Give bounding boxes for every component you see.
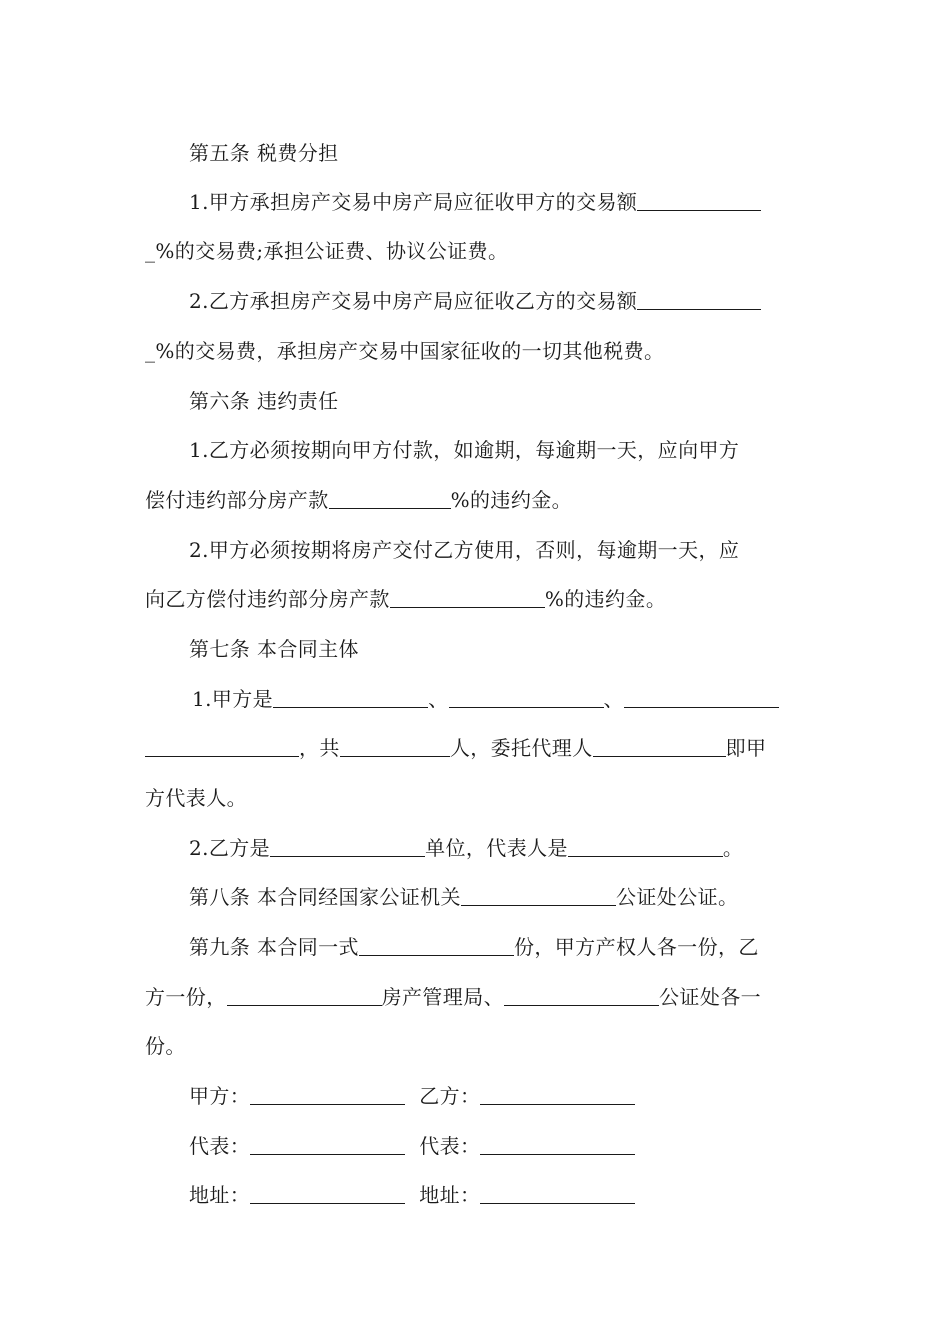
article6-item1-suffix: %的违约金。 — [450, 488, 573, 512]
rep-a-label: 代表： — [189, 1134, 251, 1158]
rep-a-field[interactable] — [250, 1136, 405, 1155]
article5-item1-line2: _%的交易费;承担公证费、协议公证费。 — [145, 239, 509, 263]
article6-item2-line2 — [145, 586, 807, 612]
signature-row-rep — [189, 1133, 635, 1159]
article9-line1 — [189, 934, 851, 960]
article7-item2-line — [189, 835, 851, 861]
fill-blank[interactable] — [461, 887, 616, 906]
party-a-field[interactable] — [250, 1086, 405, 1105]
article7-item1-tail: 即甲 — [725, 736, 767, 760]
article6-item2-suffix: %的违约金。 — [544, 587, 667, 611]
separator: 、 — [603, 687, 624, 711]
article6-item1-line1: 1.乙方必须按期向甲方付款，如逾期，每逾期一天，应向甲方 — [189, 438, 740, 462]
rep-b-field[interactable] — [480, 1136, 635, 1155]
article5-title: 第五条 税费分担 — [189, 141, 339, 165]
article9-text-e: 公证处各一 — [659, 985, 762, 1009]
article8-suffix: 公证处公证。 — [615, 885, 739, 909]
article6-item1-line2 — [145, 487, 807, 513]
article7-item1-line2 — [145, 735, 807, 761]
fill-blank[interactable] — [329, 490, 451, 509]
article7-item1-line3: 方代表人。 — [145, 786, 247, 810]
article5-item1-text: 1.甲方承担房产交易中房产局应征收甲方的交易额 — [189, 190, 638, 214]
signature-row-addr — [189, 1182, 635, 1208]
fill-blank[interactable] — [227, 987, 382, 1006]
article7-title: 第七条 本合同主体 — [189, 637, 359, 661]
article5-item2-line2: _%的交易费，承担房产交易中国家征收的一切其他税费。 — [145, 339, 665, 363]
separator: 、 — [428, 687, 449, 711]
article5-item2-line1 — [189, 288, 807, 314]
fill-blank[interactable] — [390, 589, 545, 608]
article7-item1-line1 — [192, 686, 807, 712]
addr-b-label: 地址： — [419, 1183, 481, 1207]
party-b-field[interactable] — [480, 1086, 635, 1105]
article6-item2-text: 向乙方偿付违约部分房产款 — [145, 587, 390, 611]
fill-blank[interactable] — [270, 838, 425, 857]
article9-text-d: 房产管理局、 — [381, 985, 505, 1009]
article8-line — [189, 884, 851, 910]
party-a-label: 甲方： — [189, 1084, 251, 1108]
article9-text: 第九条 本合同一式 — [189, 935, 359, 959]
fill-blank[interactable] — [145, 738, 299, 757]
article6-item2-line1: 2.甲方必须按期将房产交付乙方使用，否则，每逾期一天，应 — [189, 538, 740, 562]
article7-item1-text: 1.甲方是 — [192, 687, 274, 711]
fill-blank[interactable] — [593, 738, 726, 757]
fill-blank[interactable] — [504, 987, 659, 1006]
article9-text-c: 方一份， — [145, 985, 227, 1009]
party-b-label: 乙方： — [419, 1084, 481, 1108]
article9-text-cont: 份，甲方产权人各一份，乙 — [513, 935, 759, 959]
period: 。 — [722, 836, 744, 860]
fill-blank[interactable] — [637, 192, 761, 211]
article6-item1-text: 偿付违约部分房产款 — [145, 488, 329, 512]
article7-item1-agent-label: 人，委托代理人 — [449, 736, 593, 760]
article9-line3: 份。 — [145, 1034, 186, 1058]
article5-item1-line1 — [189, 189, 807, 215]
signature-row-party — [189, 1083, 635, 1109]
fill-blank[interactable] — [637, 291, 761, 310]
fill-blank[interactable] — [568, 838, 723, 857]
addr-a-field[interactable] — [250, 1185, 405, 1204]
addr-b-field[interactable] — [480, 1185, 635, 1204]
fill-blank[interactable] — [624, 689, 779, 708]
article8-text: 第八条 本合同经国家公证机关 — [189, 885, 461, 909]
article7-item2-text: 2.乙方是 — [189, 836, 271, 860]
fill-blank[interactable] — [449, 689, 604, 708]
fill-blank[interactable] — [340, 738, 450, 757]
fill-blank[interactable] — [273, 689, 428, 708]
article7-item1-count-label: ，共 — [299, 736, 340, 760]
addr-a-label: 地址： — [189, 1183, 251, 1207]
article9-line2 — [145, 984, 807, 1010]
fill-blank[interactable] — [359, 937, 514, 956]
rep-b-label: 代表： — [419, 1134, 481, 1158]
article5-item2-text: 2.乙方承担房产交易中房产局应征收乙方的交易额 — [189, 289, 638, 313]
article6-title: 第六条 违约责任 — [189, 389, 339, 413]
article7-item2-rep-label: 单位，代表人是 — [425, 836, 568, 860]
